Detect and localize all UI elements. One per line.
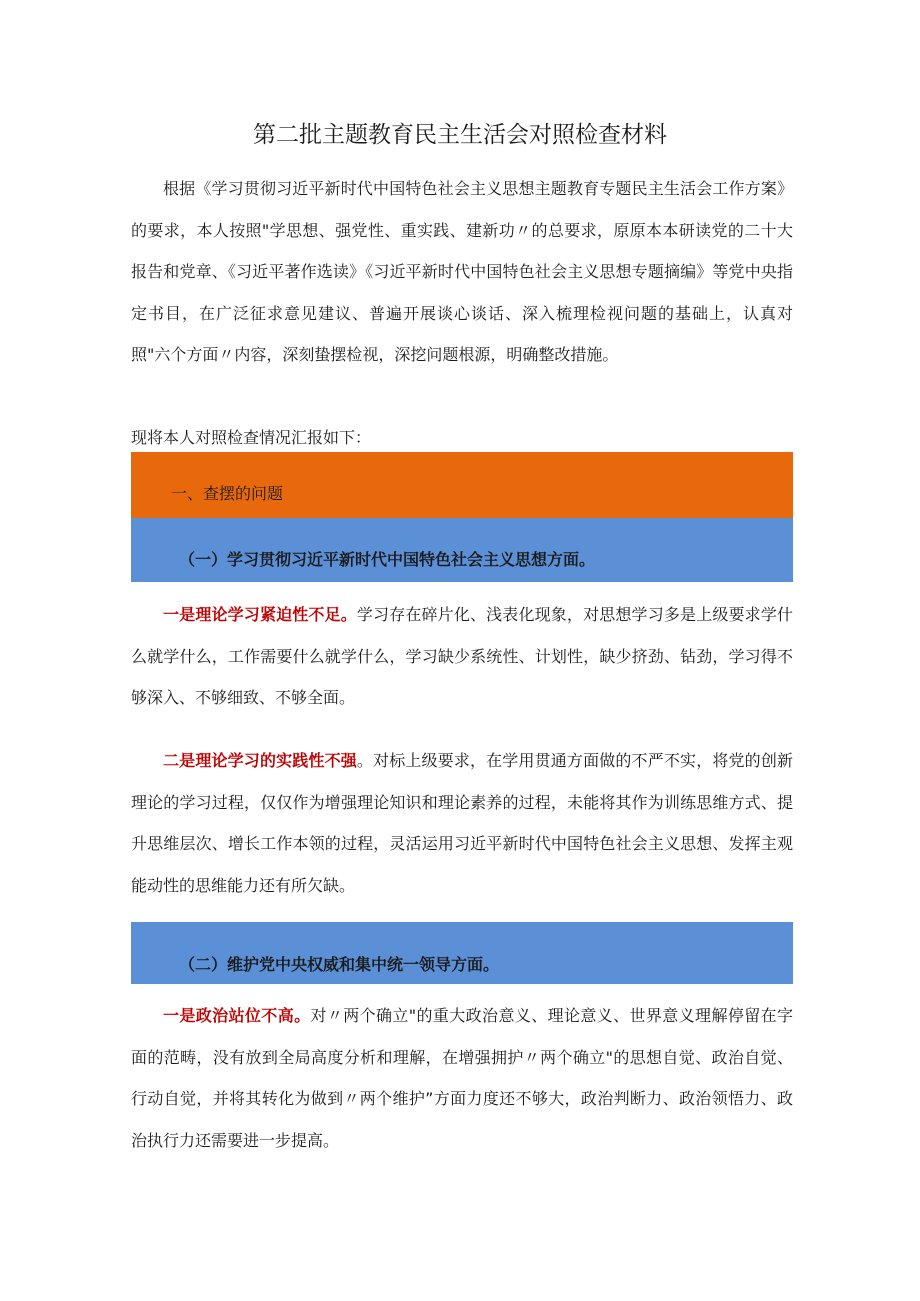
- document-title: 第二批主题教育民主生活会对照检查材料: [253, 122, 667, 148]
- item-text: 对〃两个确立"的重大政治意义、理论意义、世界意义理解停留在字面的范畴，没有放到全局高度分析和理解，在增强拥护〃两个确立"的思想自觉、政治自觉、行动自觉，并将其转化为做到〃两个维护”方面力度还不够大，政治判断力、政治领悟力、政治执行力还需要进一步提高。: [131, 1006, 793, 1150]
- section-heading-text: 一、查摆的问题: [171, 484, 284, 503]
- intro-end-text: 现将本人对照检查情况汇报如下：: [131, 428, 372, 447]
- item-lead: 一是理论学习紧迫性不足。: [163, 605, 357, 624]
- item-text: 。对标上级要求，在学用贯通方面做的不严不实，将党的创新理论的学习过程，仅仅作为增强理论知识和理论素养的过程，未能将其作为训练思维方式、提升思维层次、增长工作本领的过程，灵活运用习近平新时代中国特色社会主义思想、发挥主观能动性的思维能力还有所欠缺。: [131, 751, 793, 895]
- subsection-heading-text: （一）学习贯彻习近平新时代中国特色社会主义思想方面。: [179, 550, 596, 569]
- intro-text: 根据《学习贯彻习近平新时代中国特色社会主义思想主题教育专题民主生活会工作方案》的要求，本人按照"学思想、强党性、重实践、建新功〃的总要求，原原本本研读党的二十大报告和党章、《习近平著作选读》《习近平新时代中国特色社会主义思想专题摘编》等党中央指定书目，在广泛征求意见建议、普遍开展谈心谈话、深入梳理检视问题的基础上，认真对照"六个方面〃内容，深刻蛰摆检视，深挖问题根源，明确整改措施。: [131, 179, 793, 364]
- item-lead: 一是政治站位不高。: [163, 1006, 311, 1025]
- item-lead: 二是理论学习的实践性不强: [163, 751, 357, 770]
- subsection-heading-authority: [131, 922, 793, 984]
- subsection-heading-text: （二）维护党中央权威和集中统一领导方面。: [179, 955, 500, 974]
- item-text: 学习存在碎片化、浅表化现象，对思想学习多是上级要求学什么就学什么，工作需要什么就学什么，学习缺少系统性、计划性，缺少挤劲、钻劲，学习得不够深入、不够细致、不够全面。: [131, 605, 793, 707]
- subsection-heading-study: [131, 518, 793, 582]
- section-heading-problems: [131, 452, 793, 518]
- intro-paragraph: [131, 168, 793, 376]
- item-paragraph: [131, 995, 793, 1161]
- item-paragraph: [131, 740, 793, 906]
- item-paragraph: [131, 594, 793, 719]
